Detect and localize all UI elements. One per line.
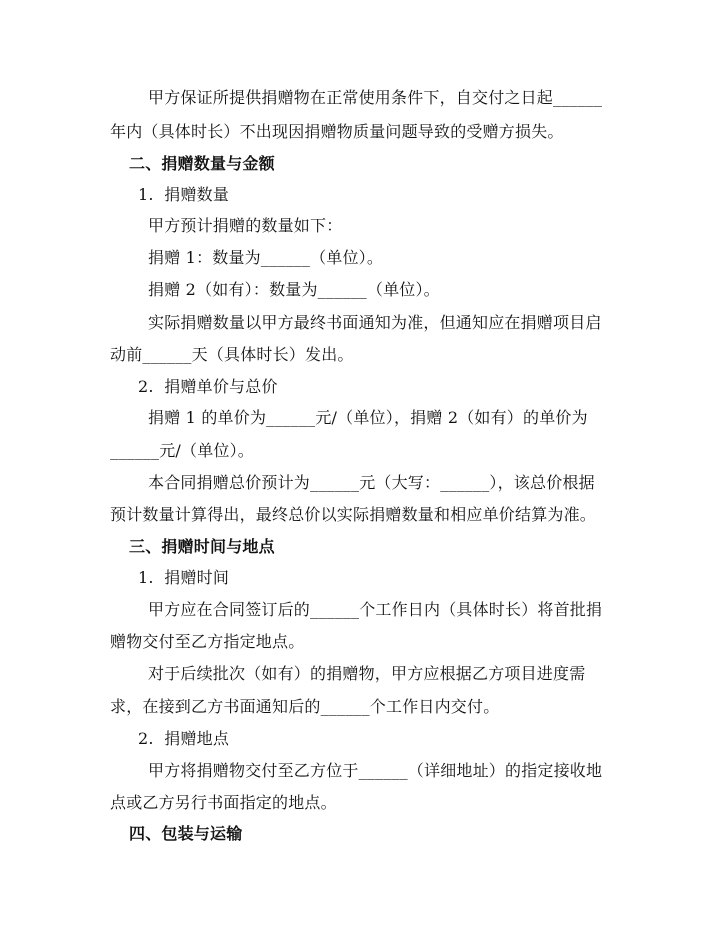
paragraph-line-12: 甲方应在合同签订后的______个工作日内（具体时长）将首批捐	[148, 600, 603, 619]
subsection-title-1: 1. 捐赠数量	[138, 185, 230, 204]
paragraph-line-3: 甲方预计捐赠的数量如下：	[148, 216, 343, 235]
section-heading-3: 三、捐赠时间与地点	[129, 537, 275, 556]
subsection-title-3: 1. 捐赠时间	[138, 568, 230, 587]
subsection-title-2: 2. 捐赠单价与总价	[138, 377, 278, 396]
paragraph-line-2: 年内（具体时长）不出现因捐赠物质量问题导致的受赠方损失。	[110, 122, 564, 141]
paragraph-line-8: 捐赠 1 的单价为______元/（单位），捐赠 2（如有）的单价为	[148, 408, 588, 427]
paragraph-line-5: 捐赠 2（如有）：数量为______（单位）。	[148, 280, 440, 299]
paragraph-line-1: 甲方保证所提供捐赠物在正常使用条件下，自交付之日起______	[148, 88, 603, 107]
paragraph-line-4: 捐赠 1：数量为______（单位）。	[148, 248, 384, 267]
paragraph-line-16: 甲方将捐赠物交付至乙方位于______（详细地址）的指定接收地	[148, 761, 603, 780]
subsection-title-4: 2. 捐赠地点	[138, 729, 230, 748]
paragraph-line-14: 对于后续批次（如有）的捐赠物，甲方应根据乙方项目进度需	[148, 664, 586, 683]
paragraph-line-7: 动前______天（具体时长）发出。	[110, 345, 354, 364]
section-heading-4: 四、包装与运输	[129, 824, 243, 843]
paragraph-line-10: 本合同捐赠总价预计为______元（大写：______），该总价根据	[148, 473, 595, 492]
paragraph-line-17: 点或乙方另行书面指定的地点。	[110, 793, 337, 812]
paragraph-line-13: 赠物交付至乙方指定地点。	[110, 632, 305, 651]
paragraph-line-11: 预计数量计算得出，最终总价以实际捐赠数量和相应单价结算为准。	[110, 505, 597, 524]
paragraph-line-15: 求，在接到乙方书面通知后的______个工作日内交付。	[110, 697, 500, 716]
paragraph-line-6: 实际捐赠数量以甲方最终书面通知为准，但通知应在捐赠项目启	[148, 313, 602, 332]
section-heading-2: 二、捐赠数量与金额	[129, 154, 275, 173]
paragraph-line-9: ______元/（单位）。	[110, 441, 254, 460]
